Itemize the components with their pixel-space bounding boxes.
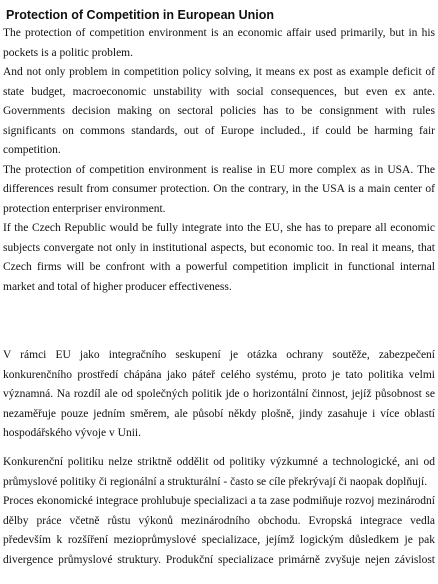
text-line: And not only problem in competition policy solving, it means ex post as example deficit of xyxy=(3,66,435,78)
text-line: V rámci EU jako integračního seskupení je otázka ochrany soutěže, zabezpečení xyxy=(3,349,435,361)
text-line: significants on commons standards, out of Europe included., if could be harming fair xyxy=(3,124,435,137)
text-line: divergence průmyslové struktury. Produkční specializace primárně zvyšuje nejen závislost xyxy=(3,553,435,566)
text-line: state budget, macroeconomic unstability with social consequences, but even ex ante. xyxy=(3,85,435,98)
document-title: Protection of Competition in European Union xyxy=(6,8,275,22)
paragraph-czech-3 xyxy=(3,492,435,570)
text-line: nezaměřuje pouze jedním směrem, ale působí někdy plošně, jindy zasahuje i více oblastí xyxy=(3,407,435,420)
text-line: především k rozšíření mezioprůmyslové specializace, jejímž logickým důsledkem je pak xyxy=(3,534,435,546)
text-line: market and total of higher producer effectiveness. xyxy=(3,280,232,293)
text-line: konkurenčního prostředí chápána jako páteř celého systému, proto je tato politika velmi xyxy=(3,368,435,381)
paragraph-english xyxy=(3,24,435,297)
text-line: competition. xyxy=(3,144,61,156)
text-line: The protection of competition environment is an economic affair used primarily, but in his xyxy=(3,27,435,39)
text-line: The protection of competition environment is realise in EU more complex as in USA. The xyxy=(3,163,435,176)
text-line: If the Czech Republic would be fully integrate into the EU, she has to prepare all economic xyxy=(3,222,435,234)
text-line: průmyslové politiky či regionální a strukturální - často se cíle překrývají či naopak doplňují. xyxy=(3,475,428,488)
text-line: Governments decision making on sectoral policies has to be consignment with rules xyxy=(3,105,435,117)
text-line: Konkurenční politiku nelze striktně oddělit od politiky výzkumné a technologické, ani od xyxy=(3,456,435,468)
paragraph-czech-2 xyxy=(3,453,435,492)
paragraph-czech-1 xyxy=(3,346,435,444)
text-line: differences result from consumer protection. On the contrary, in the USA is a main center of xyxy=(3,183,435,195)
text-line: protection enterpriser environment. xyxy=(3,202,166,215)
text-line: významná. Na rozdíl ale od společných politik jde o horizontální činnost, jejíž působnost se xyxy=(3,388,435,400)
text-line: hospodářského vývoje v Unii. xyxy=(3,427,141,439)
text-line: dělby práce včetně růstu výkonů mezinárodního obchodu. Evropská integrace vedla xyxy=(3,514,435,527)
text-line: Czech firms will be confront with a powerful competition implicit in functional internal xyxy=(3,261,435,273)
text-line: subjects convergate not only in institutional aspects, but economic too. In real it means, that xyxy=(3,241,435,254)
text-line: pockets is a politic problem. xyxy=(3,46,133,59)
text-line: Proces ekonomické integrace prohlubuje specializaci a ta zase podmiňuje rozvoj mezinárodní xyxy=(3,495,435,507)
